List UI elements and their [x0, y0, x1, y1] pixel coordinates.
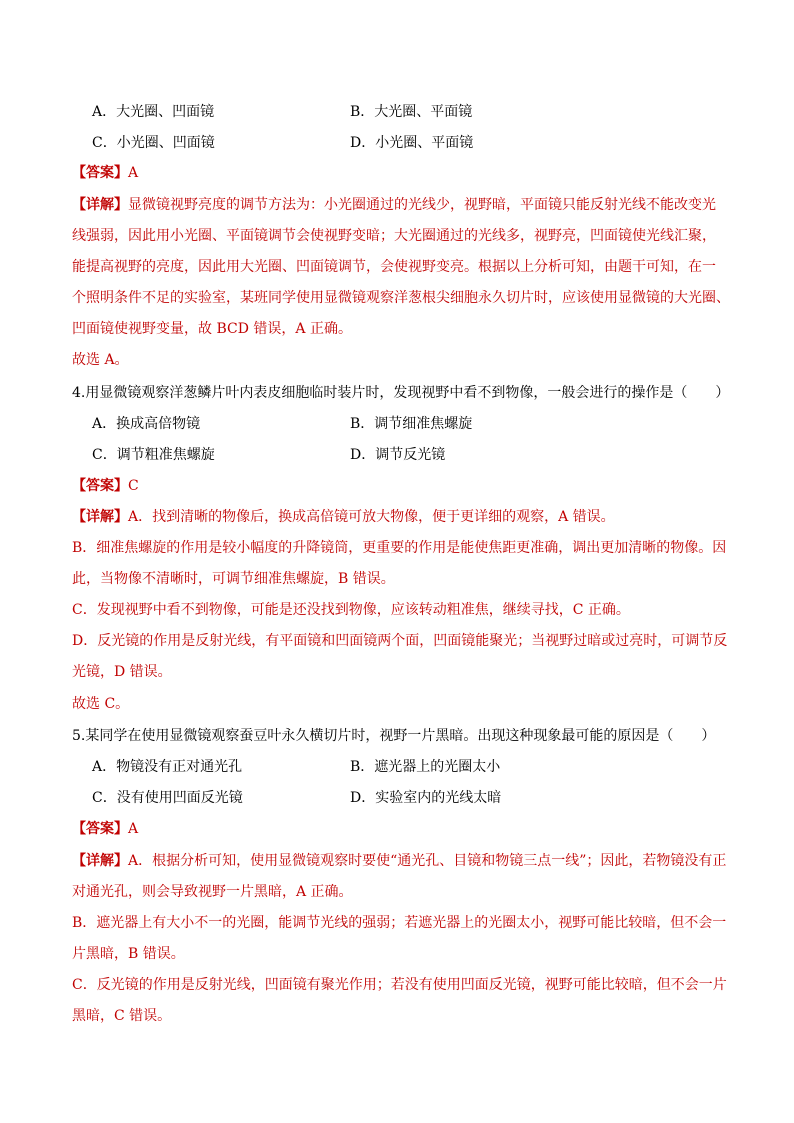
- detail-text: A．找到清晰的物像后，换成高倍镜可放大物像，便于更详细的观察，A 错误。: [128, 509, 615, 525]
- q3-option-b: B．大光圈、平面镜: [350, 104, 473, 120]
- q3-detail-line-1: [72, 195, 716, 215]
- detail-tag: 【详解】: [72, 509, 128, 525]
- detail-tag: 【详解】: [72, 197, 128, 213]
- q3-detail-line-3: 能提高视野的亮度，因此用大光圈、凹面镜调节，会使视野变亮。根据以上分析可知，由题干可知，在一: [72, 259, 716, 275]
- answer-tag: 【答案】: [72, 478, 128, 494]
- q5-answer: [72, 819, 138, 839]
- q4-option-c: C．调节粗准焦螺旋: [92, 447, 215, 463]
- q5-option-d: D．实验室内的光线太暗: [350, 790, 502, 806]
- q3-detail-line-2: 线强弱，因此用小光圈、平面镜调节会使视野变暗；大光圈通过的光线多，视野亮，凹面镜使光线汇聚，: [72, 228, 716, 244]
- answer-tag: 【答案】: [72, 821, 128, 837]
- q3-option-c: C．小光圈、凹面镜: [92, 135, 215, 151]
- q4-detail-line-5: D．反光镜的作用是反射光线，有平面镜和凹面镜两个面，凹面镜能聚光；当视野过暗或过亮时，可调节反: [72, 633, 728, 649]
- q5-detail-line-1: [72, 851, 726, 871]
- answer-value: C: [128, 478, 139, 494]
- q4-conclusion: 故选 C。: [72, 696, 130, 712]
- q4-detail-line-1: [72, 507, 615, 527]
- q5-detail-line-6: 黑暗，C 错误。: [72, 1008, 172, 1024]
- answer-value: A: [128, 165, 139, 181]
- detail-tag: 【详解】: [72, 853, 128, 869]
- q3-detail-line-5: 凹面镜使视野变量，故 BCD 错误，A 正确。: [72, 321, 352, 337]
- answer-value: A: [128, 821, 139, 837]
- q5-detail-line-5: C．反光镜的作用是反射光线，凹面镜有聚光作用；若没有使用凹面反光镜，视野可能比较暗，但不会一片: [72, 977, 727, 993]
- q4-option-a: A．换成高倍物镜: [92, 416, 201, 432]
- q5-option-b: B．遮光器上的光圈太小: [350, 759, 501, 775]
- detail-text: A．根据分析可知，使用显微镜观察时要使“通光孔、目镜和物镜三点一线”；因此，若物镜没有正: [128, 853, 727, 869]
- answer-tag: 【答案】: [72, 165, 128, 181]
- q3-conclusion: 故选 A。: [72, 352, 129, 368]
- q4-detail-line-3: 此，当物像不清晰时，可调节细准焦螺旋，B 错误。: [72, 571, 395, 587]
- q5-option-a: A．物镜没有正对通光孔: [92, 759, 243, 775]
- q3-answer: [72, 163, 138, 183]
- q5-option-c: C．没有使用凹面反光镜: [92, 790, 243, 806]
- q3-option-d: D．小光圈、平面镜: [350, 135, 474, 151]
- q3-option-a: A．大光圈、凹面镜: [92, 104, 215, 120]
- q4-answer: [72, 476, 139, 496]
- q5-stem: 5.某同学在使用显微镜观察蚕豆叶永久横切片时，视野一片黑暗。出现这种现象最可能的原因是（ ）: [72, 728, 716, 744]
- q5-detail-line-4: 片黑暗，B 错误。: [72, 946, 185, 962]
- q4-detail-line-6: 光镜，D 错误。: [72, 664, 172, 680]
- q5-detail-line-3: B．遮光器上有大小不一的光圈，能调节光线的强弱；若遮光器上的光圈太小，视野可能比较暗，但不会一: [72, 915, 727, 931]
- q4-option-d: D．调节反光镜: [350, 447, 446, 463]
- q4-detail-line-4: C．发现视野中看不到物像，可能是还没找到物像，应该转动粗准焦，继续寻找，C 正确。: [72, 602, 630, 618]
- q4-option-b: B．调节细准焦螺旋: [350, 416, 473, 432]
- q5-detail-line-2: 对通光孔，则会导致视野一片黑暗，A 正确。: [72, 884, 353, 900]
- detail-text: 显微镜视野亮度的调节方法为：小光圈通过的光线少，视野暗，平面镜只能反射光线不能改变光: [128, 197, 716, 213]
- q4-stem: 4.用显微镜观察洋葱鳞片叶内表皮细胞临时装片时，发现视野中看不到物像，一般会进行的操作是（ ）: [72, 385, 730, 401]
- q4-detail-line-2: B．细准焦螺旋的作用是较小幅度的升降镜筒，更重要的作用是能使焦距更准确，调出更加清晰的物像。因: [72, 540, 727, 556]
- q3-detail-line-4: 个照明条件不足的实验室，某班同学使用显微镜观察洋葱根尖细胞永久切片时，应该使用显微镜的大光圈、: [72, 290, 730, 306]
